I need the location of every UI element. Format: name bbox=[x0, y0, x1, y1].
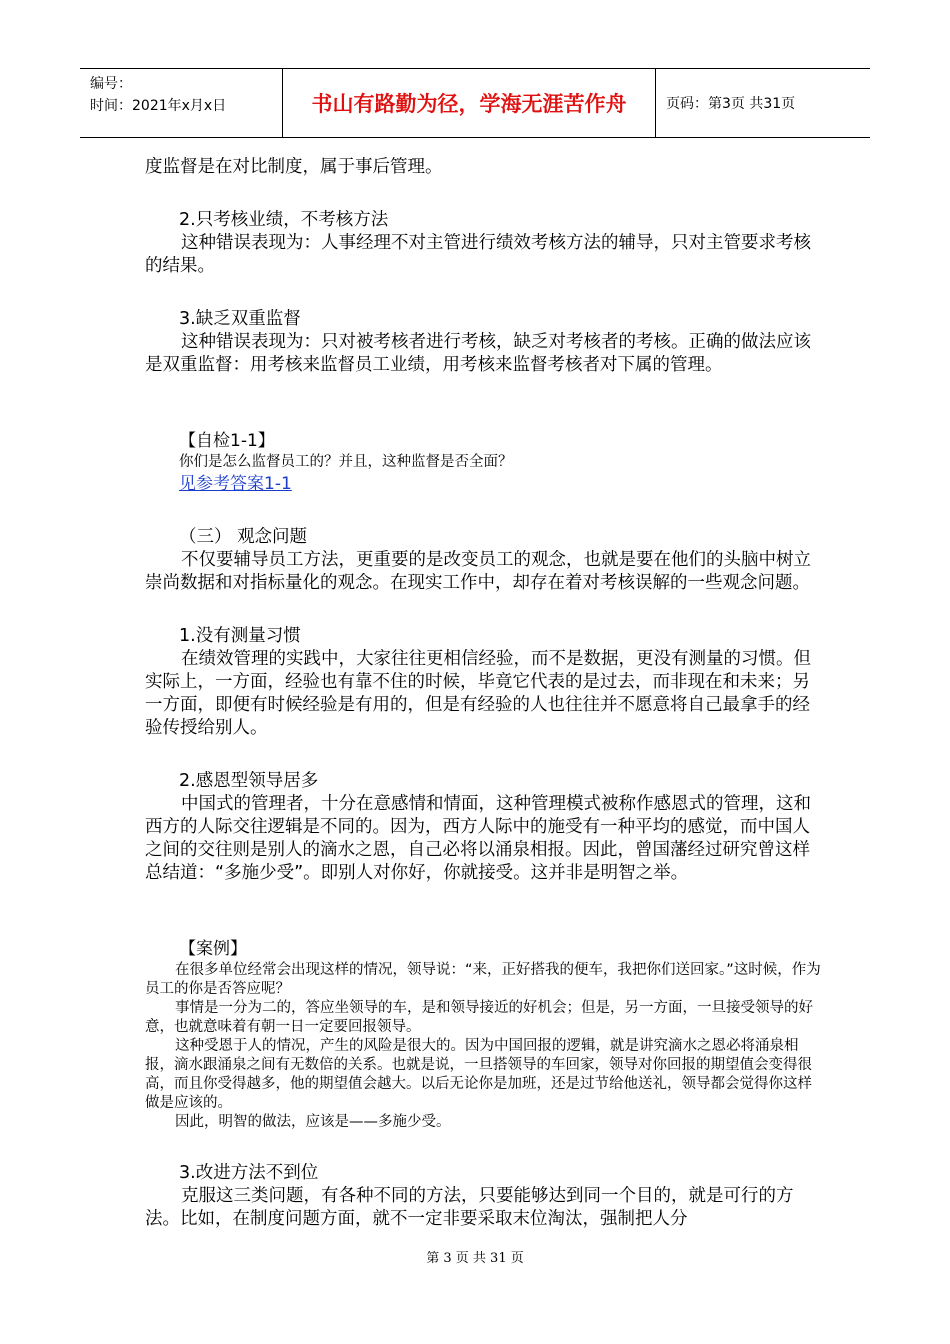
header-motto: 书山有路勤为径，学海无涯苦作舟 bbox=[283, 69, 656, 137]
page-header bbox=[80, 68, 870, 138]
paragraph: 度监督是在对比制度，属于事后管理。 bbox=[145, 157, 443, 177]
document-time-label: 时间：2021年x月x日 bbox=[90, 98, 227, 114]
subheading-gratitude-leadership: 2.感恩型领导居多 bbox=[179, 771, 319, 791]
subheading-improvement-methods: 3.改进方法不到位 bbox=[179, 1163, 319, 1183]
page-footer: 第 3 页 共 31 页 bbox=[426, 1251, 524, 1266]
paragraph: 不仅要辅导员工方法，更重要的是改变员工的观念，也就是要在他们的头脑中树立崇尚数据和对指标量化的观念。在现实工作中，却存在着对考核误解的一些观念问题。 bbox=[145, 550, 811, 593]
document-body bbox=[145, 156, 825, 1231]
selfcheck-title: 【自检1-1】 bbox=[179, 431, 275, 451]
header-meta bbox=[80, 69, 283, 137]
case-paragraph: 因此，明智的做法，应该是——多施少受。 bbox=[175, 1114, 451, 1130]
paragraph: 中国式的管理者，十分在意感情和情面，这种管理模式被称作感恩式的管理，这和西方的人际交往逻辑是不同的。因为，西方人际中的施受有一种平均的感觉，而中国人之间的交往则是别人的滴水之恩，自己必将以涌泉相报。因此，曾国藩经过研究曾这样总结道：“多施少受”。即别人对你好，你就接受。这并非是明智之举。 bbox=[145, 794, 811, 883]
paragraph: 这种错误表现为：人事经理不对主管进行绩效考核方法的辅导，只对主管要求考核的结果。 bbox=[145, 233, 811, 276]
paragraph: 在绩效管理的实践中，大家往往更相信经验，而不是数据，更没有测量的习惯。但实际上，一方面，经验也有靠不住的时候，毕竟它代表的是过去，而非现在和未来；另一方面，即便有时候经验是有用的，但是有经验的人也往往并不愿意将自己最拿手的经验传授给别人。 bbox=[145, 649, 811, 738]
case-paragraph: 事情是一分为二的，答应坐领导的车，是和领导接近的好机会；但是，另一方面，一旦接受领导的好意，也就意味着有朝一日一定要回报领导。 bbox=[145, 1000, 813, 1035]
case-paragraph: 这种受恩于人的情况，产生的风险是很大的。因为中国回报的逻辑，就是讲究滴水之恩必将涌泉相报，滴水跟涌泉之间有无数倍的关系。也就是说，一旦搭领导的车回家，领导对你回报的期望值会变得很高，而且你受得越多，他的期望值会越大。以后无论你是加班，还是过节给他送礼，领导都会觉得你这样做是应该的。 bbox=[145, 1038, 812, 1111]
case-paragraph: 在很多单位经常会出现这样的情况，领导说：“来，正好搭我的便车，我把你们送回家。”这时候，作为员工的你是否答应呢？ bbox=[145, 962, 821, 997]
subheading-dual-supervision: 3.缺乏双重监督 bbox=[179, 309, 301, 329]
header-page-info: 页码：第3页 共31页 bbox=[666, 96, 796, 112]
section-title-concept-issues: （三） 观念问题 bbox=[179, 527, 308, 547]
answer-reference-link[interactable]: 见参考答案1-1 bbox=[179, 474, 292, 494]
document-number-label: 编号： bbox=[90, 76, 132, 92]
paragraph: 这种错误表现为：只对被考核者进行考核，缺乏对考核者的考核。正确的做法应该是双重监督：用考核来监督员工业绩，用考核来监督考核者对下属的管理。 bbox=[145, 332, 811, 375]
case-title: 【案例】 bbox=[179, 939, 247, 959]
selfcheck-question: 你们是怎么监督员工的？并且，这种监督是否全面？ bbox=[179, 454, 513, 470]
subheading-result-only: 2.只考核业绩，不考核方法 bbox=[179, 210, 389, 230]
subheading-no-measurement: 1.没有测量习惯 bbox=[179, 626, 301, 646]
paragraph: 克服这三类问题，有各种不同的方法，只要能够达到同一个目的，就是可行的方法。比如，在制度问题方面，就不一定非要采取末位淘汰，强制把人分 bbox=[145, 1186, 794, 1229]
